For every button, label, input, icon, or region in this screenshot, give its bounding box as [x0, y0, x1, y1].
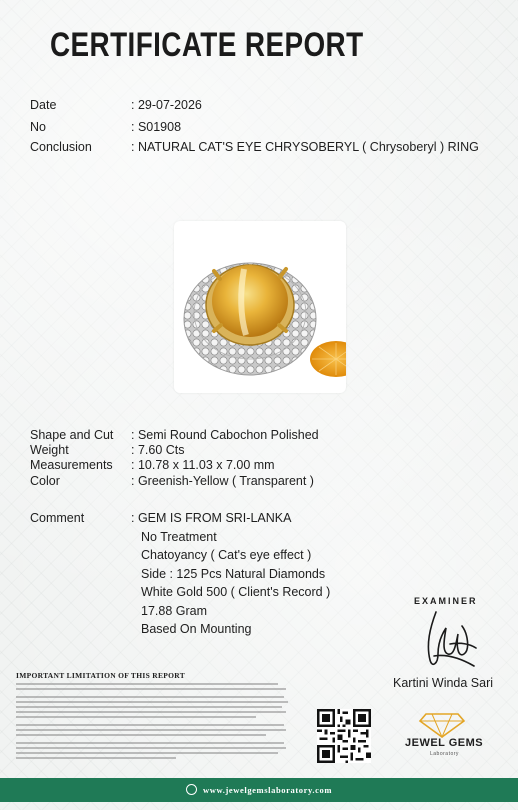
qr-code-icon	[317, 709, 371, 763]
comment-line-2: No Treatment	[141, 530, 217, 544]
measurements-value: : 10.78 x 11.03 x 7.00 mm	[131, 458, 275, 472]
comment-line-4: Side : 125 Pcs Natural Diamonds	[141, 567, 326, 581]
color-value: : Greenish-Yellow ( Transparent )	[131, 474, 314, 488]
weight-label: Weight	[30, 443, 69, 457]
comment-label: Comment	[30, 511, 85, 525]
date-label: Date	[30, 98, 57, 112]
shape-value: : Semi Round Cabochon Polished	[131, 428, 319, 442]
examiner-label: EXAMINER	[414, 596, 478, 606]
globe-icon	[186, 784, 197, 795]
conclusion-label: Conclusion	[30, 140, 92, 154]
shape-label: Shape and Cut	[30, 428, 114, 442]
page-title: CERTIFICATE REPORT	[50, 26, 364, 64]
ring-photo	[174, 221, 346, 393]
examiner-name: Kartini Winda Sari	[393, 676, 494, 690]
diamond-logo-icon	[418, 708, 466, 738]
gold-seal-icon	[310, 341, 346, 377]
lab-subtitle: Laboratory	[430, 751, 459, 757]
weight-value: : 7.60 Cts	[131, 443, 185, 457]
comment-line-7: Based On Mounting	[141, 622, 252, 636]
ring-image	[174, 221, 346, 393]
examiner-signature	[416, 604, 482, 674]
footer-website-line	[0, 778, 518, 802]
measurements-label: Measurements	[30, 458, 113, 472]
number-label: No	[30, 120, 46, 134]
limitation-title: IMPORTANT LIMITATION OF THIS REPORT	[16, 671, 186, 680]
color-label: Color	[30, 474, 60, 488]
conclusion-value: : NATURAL CAT'S EYE CHRYSOBERYL ( Chrysoberyl ) RING	[131, 140, 479, 154]
date-value: : 29-07-2026	[131, 98, 202, 112]
lab-name: JEWEL GEMS	[405, 737, 484, 749]
comment-line-1: : GEM IS FROM SRI-LANKA	[131, 511, 292, 525]
footer-website: www.jewelgemslaboratory.com	[202, 785, 333, 795]
comment-line-3: Chatoyancy ( Cat's eye effect )	[141, 548, 312, 562]
footer-bar	[0, 778, 518, 802]
comment-line-5: White Gold 500 ( Client's Record )	[141, 585, 331, 599]
number-value: : S01908	[131, 120, 182, 134]
comment-line-6: 17.88 Gram	[141, 604, 208, 618]
